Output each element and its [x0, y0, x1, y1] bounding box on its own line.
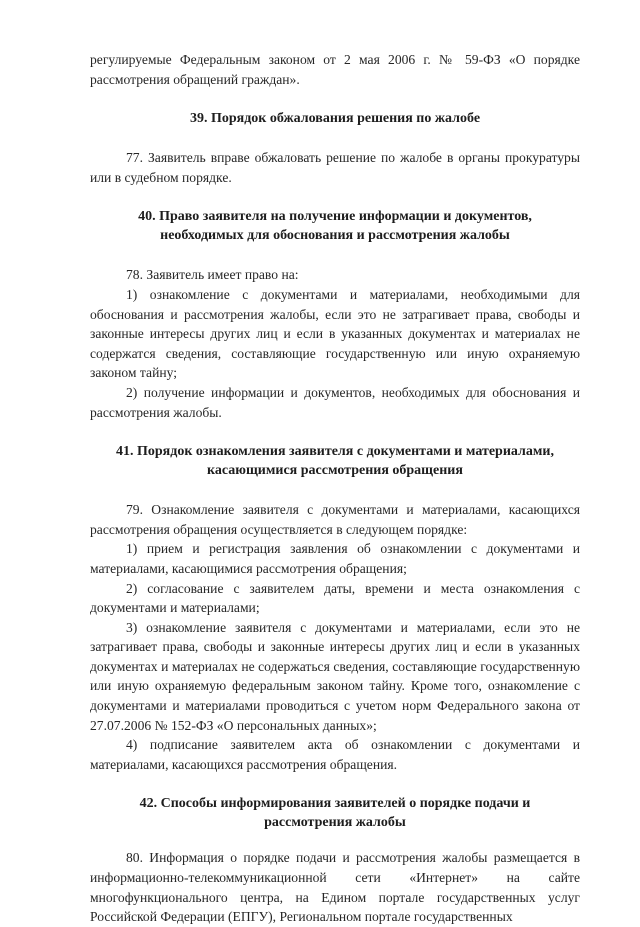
paragraph-79-item-4: 4) подписание заявителем акта об ознакомлении с документами и материалами, касающихся рассмотрения обращения. — [90, 737, 580, 772]
section-40-heading-line1: 40. Право заявителя на получение информации и документов, — [138, 209, 532, 225]
section-41-heading-line2: касающимися рассмотрения обращения — [207, 463, 463, 479]
intro-paragraph: регулируемые Федеральным законом от 2 мая 2006 г. № 59-ФЗ «О порядке рассмотрения обращений граждан». — [90, 52, 580, 87]
section-39-heading: 39. Порядок обжалования решения по жалобе — [189, 111, 481, 127]
paragraph-78-item-2: 2) получение информации и документов, необходимых для обоснования и рассмотрения жалобы. — [90, 384, 580, 420]
section-40-heading-line2: необходимых для обоснования и рассмотрения жалобы — [160, 228, 510, 244]
section-42-heading-line1: 42. Способы информирования заявителей о порядке подачи и — [139, 796, 531, 812]
section-40-heading — [90, 207, 580, 245]
paragraph-79-item-1: 1) прием и регистрация заявления об ознакомлении с документами и материалами, касающимися рассмотрения обращения; — [90, 541, 580, 576]
section-41-heading-line1: 41. Порядок ознакомления заявителя с документами и материалами, — [116, 444, 554, 460]
paragraph-79: 79. Ознакомление заявителя с документами и материалами, касающихся рассмотрения обращения осуществляется в следующем порядке: — [90, 502, 580, 537]
paragraph-80: 80. Информация о порядке подачи и рассмотрения жалобы размещается в информационно-телекоммуникационной сети «Интернет» на сайте многофункционального центра, на Едином портале государственных услуг Российской Федерации (ЕПГУ), Региональном портале государственных — [90, 850, 580, 925]
paragraph-79-item-2: 2) согласование с заявителем даты, времени и места ознакомления с документами и материалами; — [90, 580, 580, 616]
paragraph-79-item-3: 3) ознакомление заявителя с документами и материалами, если это не затрагивает права, свободы и законные интересы других лиц и если в указанных документах и материалах не содержаться сведения, составляющие государственную или иную охраняемую федеральным законом тайну. Кроме того, ознакомление с документами и материалами проводиться с учетом норм Федерального закона от 27.07.2006 № 152-ФЗ «О персональных данных»; — [90, 619, 580, 733]
paragraph-78: 78. Заявитель имеет право на: — [126, 267, 299, 283]
section-41-heading — [90, 442, 580, 480]
paragraph-78-item-1: 1) ознакомление с документами и материалами, необходимыми для обоснования и рассмотрения жалобы, если это не затрагивает права, свободы и законные интересы других лиц и если в указанных документах и материалах не содержатся сведения, составляющие государственную или иную охраняемую законом тайну; — [90, 286, 580, 381]
section-42-heading — [90, 794, 580, 832]
paragraph-77: 77. Заявитель вправе обжаловать решение по жалобе в органы прокуратуры или в судебном порядке. — [90, 150, 580, 185]
section-42-heading-line2: рассмотрения жалобы — [264, 815, 406, 831]
